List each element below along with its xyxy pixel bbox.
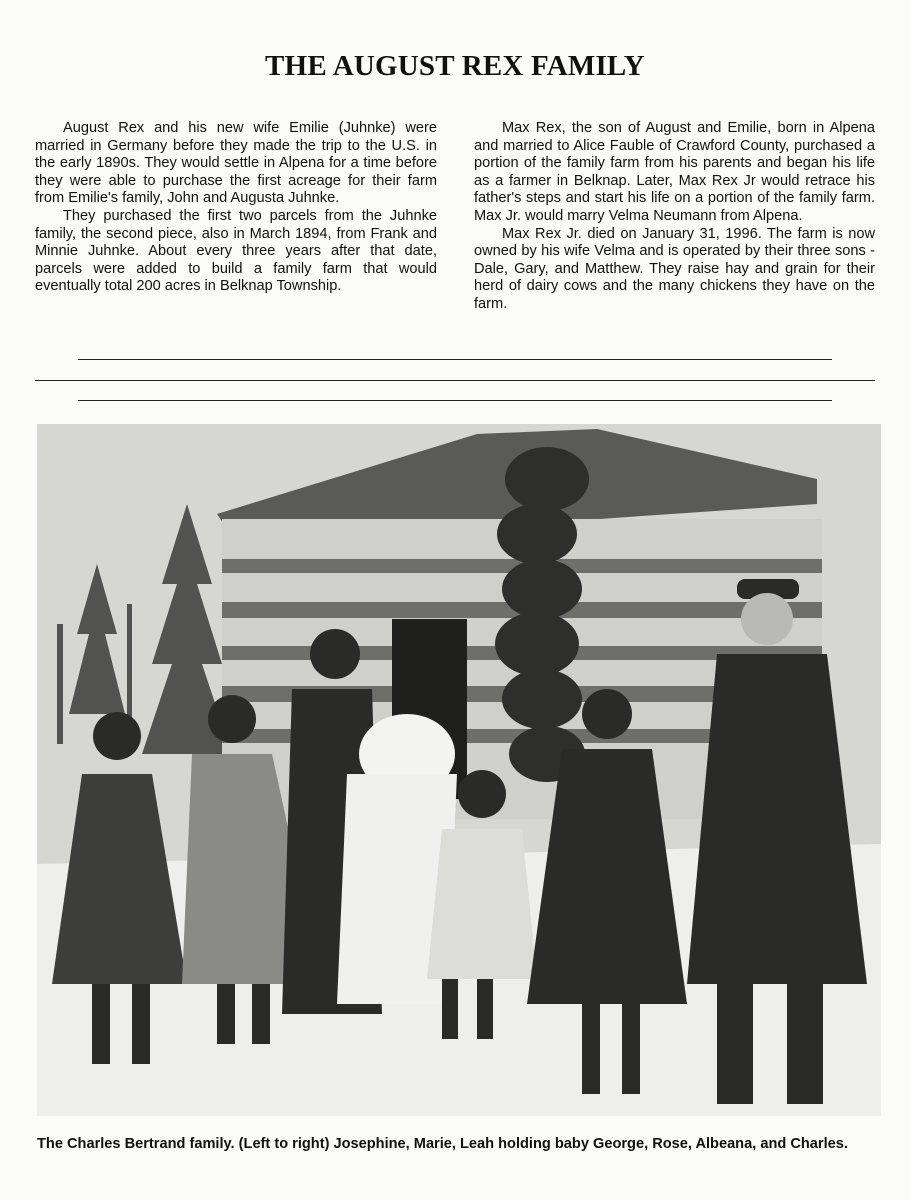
right-paragraph-2: Max Rex Jr. died on January 31, 1996. The farm is now owned by his wife Velma and is operated by their three sons - Dale, Gary, and Matthew. They raise hay and grain for their herd of dairy cows and the many chickens they have on the farm. — [474, 225, 875, 312]
family-photo — [37, 424, 881, 1116]
divider-rule-1 — [78, 359, 832, 360]
left-paragraph-1: August Rex and his new wife Emilie (Juhnke) were married in Germany before they made the trip to the U.S. in the early 1890s. They would settle in Alpena for a time before they were able to purchase the first acreage for their farm from Emilie's family, John and Augusta Juhnke. — [35, 120, 437, 207]
left-column — [35, 120, 437, 296]
right-paragraph-1: Max Rex, the son of August and Emilie, born in Alpena and married to Alice Fauble of Crawford County, purchased a portion of the family farm from his parents and began his life as a farmer in Belknap. Later, Max Rex Jr would retrace his father's steps and start his life on a portion of the family farm. Max Jr. would marry Velma Neumann from Alpena. — [474, 120, 875, 224]
right-column — [474, 120, 875, 314]
photo-caption: The Charles Bertrand family. (Left to right) Josephine, Marie, Leah holding baby George, Rose, Albeana, and Charles. — [37, 1136, 848, 1152]
family-photo-illustration — [37, 424, 881, 1116]
page-title: THE AUGUST REX FAMILY — [265, 50, 645, 82]
divider-rule-2 — [35, 380, 875, 381]
divider-rule-3 — [78, 400, 832, 401]
left-paragraph-2: They purchased the first two parcels from the Juhnke family, the second piece, also in March 1894, from Frank and Minnie Juhnke. About every three years after that date, parcels were added to build a family farm that would eventually total 200 acres in Belknap Township. — [35, 207, 437, 295]
